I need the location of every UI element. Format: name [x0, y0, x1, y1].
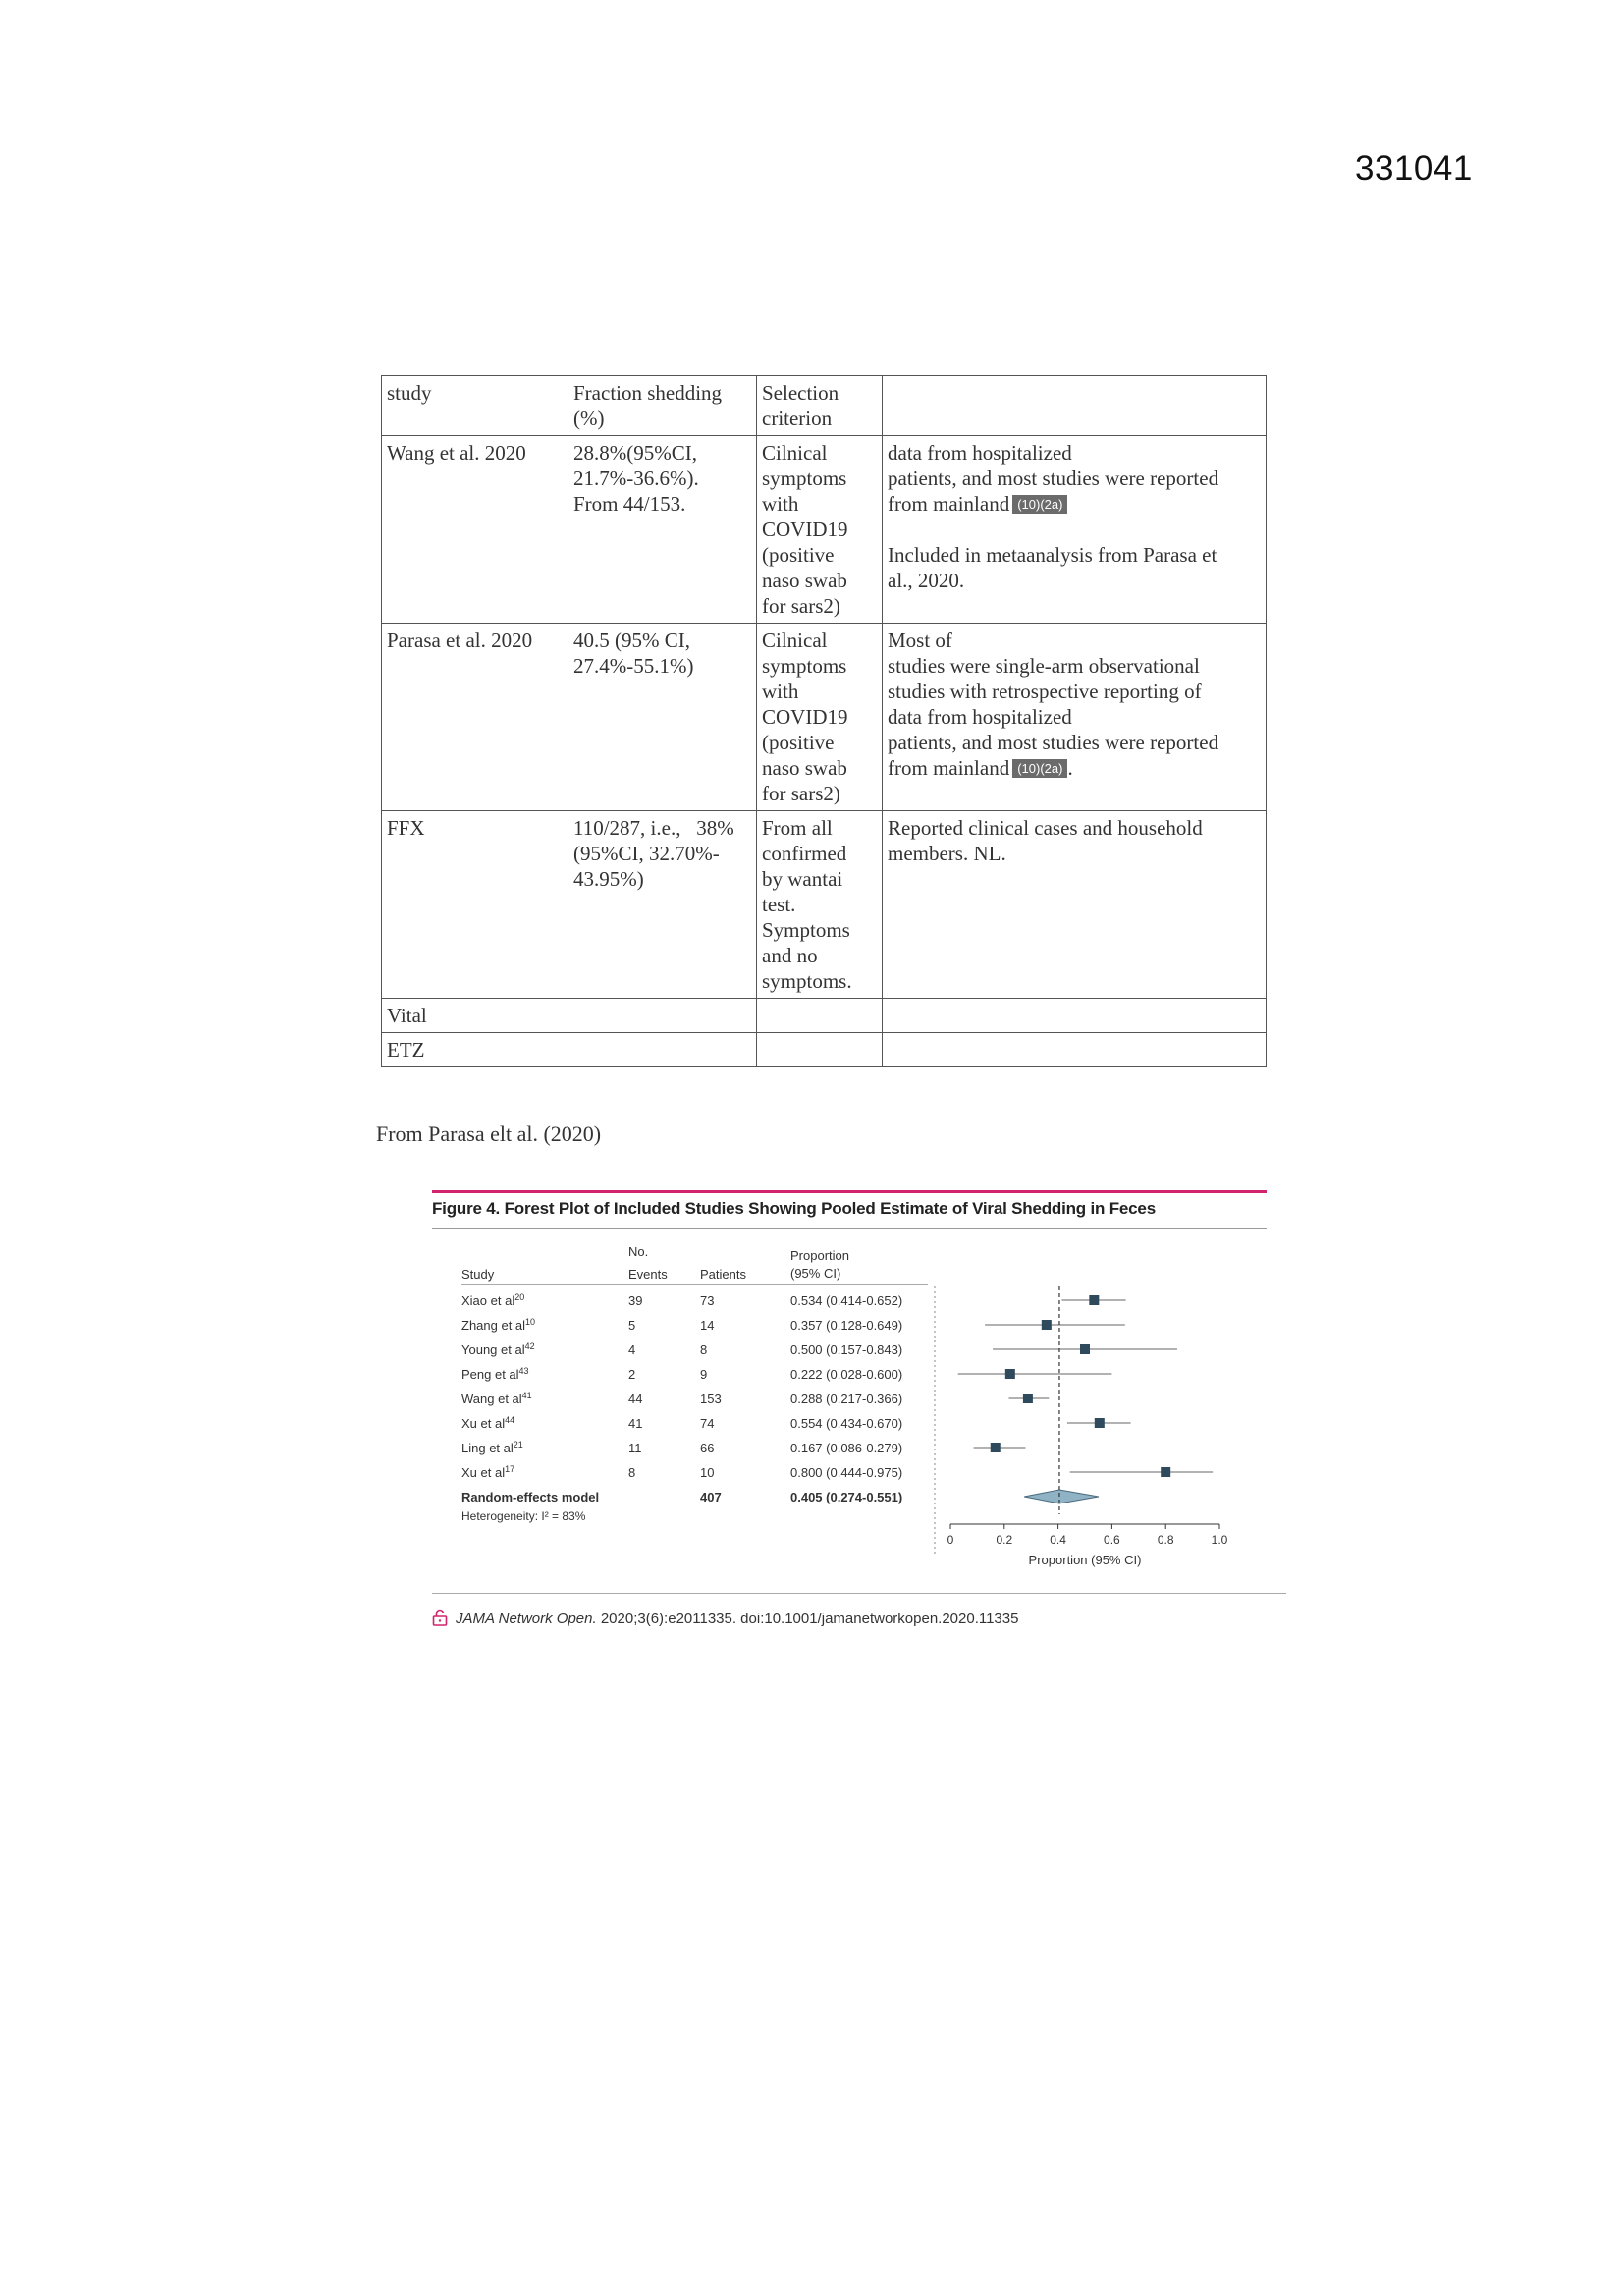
study-name: Xu et $al^{17}$ — [461, 1464, 515, 1480]
line: 28.8%(95%CI, — [573, 441, 697, 465]
pooled-proportion: 0.405 (0.274-0.551) — [790, 1490, 903, 1504]
line: symptoms — [762, 654, 847, 678]
study-proportion: 0.222 (0.028-0.600) — [790, 1367, 903, 1382]
study-patients: 8 — [700, 1342, 708, 1357]
study-name: Young et $al^{42}$ — [461, 1341, 535, 1357]
cell-notes — [883, 624, 1267, 811]
line: 40.5 (95% CI, — [573, 629, 690, 652]
line: al., 2020. — [888, 569, 965, 592]
line: patients, and most studies were reported — [888, 466, 1219, 490]
study-patients: 66 — [700, 1441, 715, 1455]
cell-fraction — [568, 811, 757, 999]
point-estimate — [1023, 1394, 1033, 1403]
line: with — [762, 492, 799, 516]
cell-study: Vital — [382, 999, 568, 1033]
header-proportion: Proportion — [790, 1248, 849, 1263]
point-estimate — [991, 1443, 1001, 1452]
study-proportion: 0.500 (0.157-0.843) — [790, 1342, 903, 1357]
line-text: from mainland — [888, 756, 1010, 780]
cell-study: ETZ — [382, 1033, 568, 1067]
figure-source-caption: From Parasa elt al. (2020) — [376, 1121, 602, 1146]
line: 21.7%-36.6%). — [573, 466, 699, 490]
study-name: Peng et $al^{43}$ — [461, 1366, 529, 1382]
point-estimate — [1089, 1295, 1099, 1305]
header-fraction — [568, 376, 757, 436]
table-row — [382, 1033, 1267, 1067]
table-row — [382, 436, 1267, 624]
line: symptoms. — [762, 969, 852, 993]
table-row — [382, 999, 1267, 1033]
study-proportion: 0.357 (0.128-0.649) — [790, 1318, 903, 1333]
study-proportion: 0.167 (0.086-0.279) — [790, 1441, 903, 1455]
table-header-row — [382, 376, 1267, 436]
point-estimate — [1005, 1369, 1015, 1379]
header-study: study — [382, 376, 568, 436]
study-proportion: 0.288 (0.217-0.366) — [790, 1392, 903, 1406]
line: Cilnical — [762, 629, 828, 652]
line: Included in metaanalysis from Parasa et — [888, 543, 1217, 567]
line: data from hospitalized — [888, 705, 1072, 729]
header-study: Study — [461, 1267, 495, 1282]
line: COVID19 — [762, 518, 848, 541]
line: From 44/153. — [573, 492, 686, 516]
x-tick-label: 0.4 — [1050, 1533, 1066, 1547]
line: symptoms — [762, 466, 847, 490]
cell-notes — [883, 436, 1267, 624]
header-no: No. — [628, 1244, 649, 1259]
heterogeneity-label: Heterogeneity: I² = 83% — [461, 1509, 586, 1523]
line: members. NL. — [888, 842, 1006, 865]
cell-empty — [757, 1033, 883, 1067]
forest-plot-figure — [432, 1190, 1267, 1632]
line: Symptoms — [762, 918, 850, 942]
study-patients: 73 — [700, 1293, 715, 1308]
cell-fraction — [568, 624, 757, 811]
table-row — [382, 624, 1267, 811]
line: COVID19 — [762, 705, 848, 729]
cell-criterion — [757, 436, 883, 624]
cell-empty — [883, 1033, 1267, 1067]
spacer — [888, 517, 1262, 542]
study-patients: 153 — [700, 1392, 722, 1406]
line: studies were single-arm observational — [888, 654, 1200, 678]
study-table — [381, 375, 1267, 1067]
page-number: 331041 — [1355, 149, 1473, 188]
pooled-patients: 407 — [700, 1490, 722, 1504]
reference-tag: (10)(2a) — [1012, 495, 1067, 514]
line: confirmed — [762, 842, 847, 865]
citation — [432, 1609, 1018, 1627]
study-patients: 14 — [700, 1318, 715, 1333]
study-patients: 74 — [700, 1416, 715, 1431]
line: 43.95%) — [573, 867, 644, 891]
line — [888, 491, 1262, 517]
cell-study: Parasa et al. 2020 — [382, 624, 568, 811]
study-events: 11 — [628, 1441, 642, 1455]
cell-notes — [883, 811, 1267, 999]
study-events: 4 — [628, 1342, 636, 1357]
line: and no — [762, 944, 818, 967]
study-name: Xiao et $al^{20}$ — [461, 1292, 525, 1308]
study-events: 2 — [628, 1367, 636, 1382]
line: studies with retrospective reporting of — [888, 680, 1202, 703]
line: Most of — [888, 629, 952, 652]
line: naso swab — [762, 756, 847, 780]
figure-bottom-divider — [432, 1593, 1286, 1594]
line: (95%CI, 32.70%- — [573, 842, 720, 865]
line: From all — [762, 816, 833, 840]
pooled-diamond — [1024, 1490, 1099, 1503]
study-patients: 10 — [700, 1465, 715, 1480]
line: data from hospitalized — [888, 441, 1072, 465]
cell-criterion — [757, 811, 883, 999]
study-events: 39 — [628, 1293, 643, 1308]
study-name: Zhang et $al^{10}$ — [461, 1317, 536, 1333]
line-suffix: . — [1067, 756, 1073, 780]
header-events: Events — [628, 1267, 668, 1282]
x-tick-label: 0.2 — [996, 1533, 1013, 1547]
line: (positive — [762, 731, 835, 754]
study-proportion: 0.554 (0.434-0.670) — [790, 1416, 903, 1431]
header-patients: Patients — [700, 1267, 746, 1282]
header-notes — [883, 376, 1267, 436]
study-events: 41 — [628, 1416, 643, 1431]
header-fraction-text: Fraction shedding (%) — [573, 381, 723, 430]
point-estimate — [1161, 1467, 1170, 1477]
study-events: 8 — [628, 1465, 636, 1480]
line: for sars2) — [762, 782, 840, 805]
x-tick-label: 0 — [947, 1533, 954, 1547]
cell-empty — [568, 1033, 757, 1067]
x-axis-label: Proportion (95% CI) — [1028, 1553, 1142, 1567]
header-ci: (95% CI) — [790, 1266, 841, 1281]
cell-empty — [883, 999, 1267, 1033]
x-tick-label: 1.0 — [1211, 1533, 1228, 1547]
citation-details: 2020;3(6):e2011335. doi:10.1001/jamanetworkopen.2020.11335 — [600, 1611, 1019, 1627]
reference-tag: (10)(2a) — [1012, 759, 1067, 778]
cell-study: FFX — [382, 811, 568, 999]
study-proportion: 0.800 (0.444-0.975) — [790, 1465, 903, 1480]
line: by wantai — [762, 867, 843, 891]
line-text: from mainland — [888, 492, 1010, 516]
point-estimate — [1095, 1418, 1105, 1428]
cell-study: Wang et al. 2020 — [382, 436, 568, 624]
x-tick-label: 0.6 — [1104, 1533, 1120, 1547]
study-name: Xu et $al^{44}$ — [461, 1415, 515, 1431]
point-estimate — [1042, 1320, 1052, 1330]
point-estimate — [1080, 1344, 1090, 1354]
pooled-name: Random-effects model — [461, 1490, 600, 1504]
study-events: 44 — [628, 1392, 643, 1406]
line: test. — [762, 893, 796, 916]
line: 27.4%-55.1%) — [573, 654, 694, 678]
line: with — [762, 680, 799, 703]
cell-criterion — [757, 624, 883, 811]
line: naso swab — [762, 569, 847, 592]
open-lock-icon — [432, 1609, 448, 1626]
cell-fraction — [568, 436, 757, 624]
figure-title: Figure 4. Forest Plot of Included Studies Showing Pooled Estimate of Viral Shedding in Feces — [432, 1199, 1156, 1218]
line: patients, and most studies were reported — [888, 731, 1219, 754]
study-events: 5 — [628, 1318, 636, 1333]
study-name: Ling et $al^{21}$ — [461, 1440, 523, 1455]
study-name: Wang et $al^{41}$ — [461, 1391, 532, 1406]
forest-plot-chart — [432, 1190, 1267, 1632]
header-criterion: Selection criterion — [757, 376, 883, 436]
study-patients: 9 — [700, 1367, 708, 1382]
cell-empty — [568, 999, 757, 1033]
line — [888, 755, 1262, 781]
line: (positive — [762, 543, 835, 567]
line: Reported clinical cases and household — [888, 816, 1203, 840]
x-tick-label: 0.8 — [1157, 1533, 1174, 1547]
line: Cilnical — [762, 441, 828, 465]
citation-journal: JAMA Network Open. — [456, 1611, 597, 1627]
line: for sars2) — [762, 594, 840, 618]
line: 110/287, i.e., 38% — [573, 816, 734, 840]
table-row — [382, 811, 1267, 999]
study-proportion: 0.534 (0.414-0.652) — [790, 1293, 903, 1308]
cell-empty — [757, 999, 883, 1033]
